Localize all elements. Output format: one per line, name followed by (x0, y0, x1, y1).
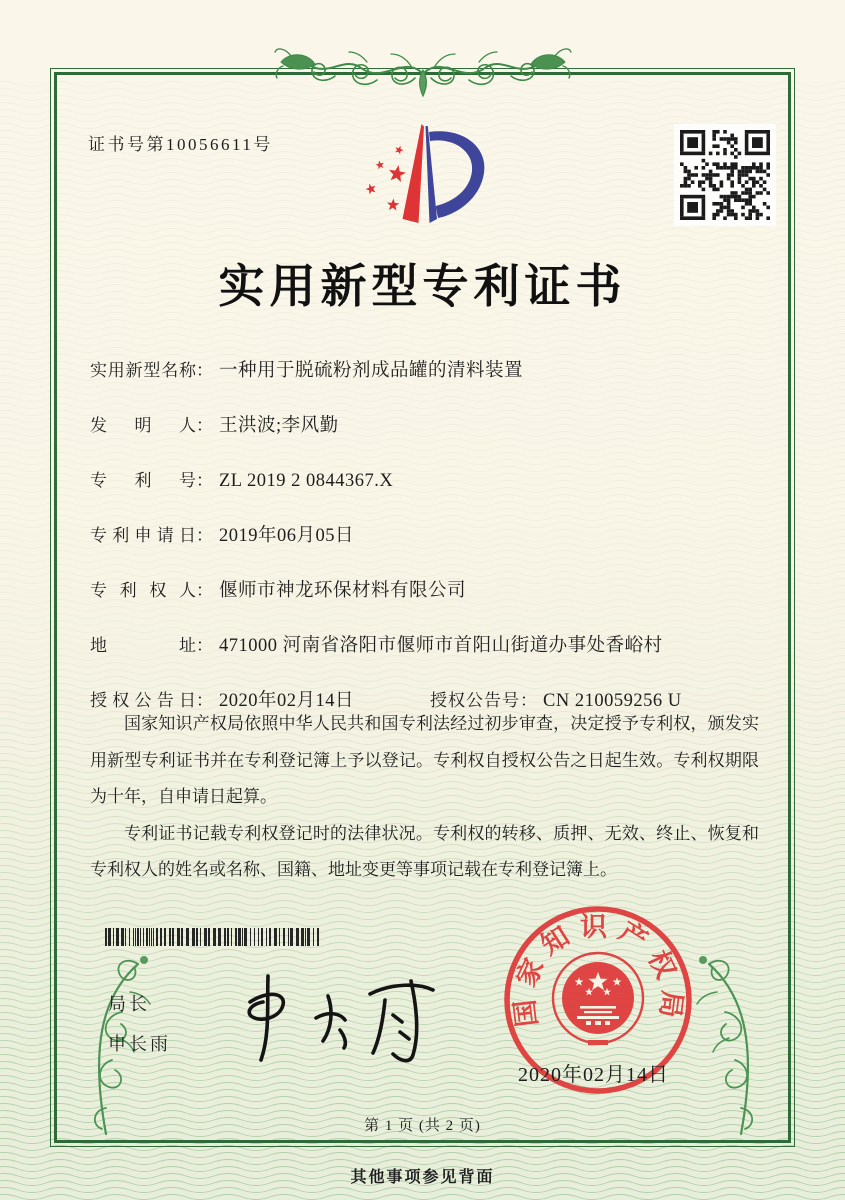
field-row-patentee (90, 576, 790, 602)
field-label: 授权公告号 (430, 691, 520, 710)
director-title: 局长 (108, 994, 150, 1014)
cnipa-logo-icon (336, 118, 501, 236)
back-side-note: 其他事项参见背面 (350, 1169, 495, 1186)
field-value: 一种用于脱硫粉剂成品罐的清料装置 (219, 361, 524, 381)
field-colon: ： (196, 361, 213, 380)
field-label: 实用新型名称 (90, 361, 196, 380)
field-label: 地址 (90, 636, 196, 655)
field-row-inventor (90, 411, 790, 437)
dragon-flourish-ornament-icon (273, 36, 573, 100)
legal-paragraph-grant: 国家知识产权局依照中华人民共和国专利法经过初步审查，决定授予专利权，颁发实用新型专利证书并在专利登记簿上予以登记。专利权自授权公告之日起生效。专利权期限为十年，自申请日起算。 (90, 714, 759, 807)
field-value: 偃师市神龙环保材料有限公司 (219, 581, 467, 601)
field-value: 2019年06月05日 (219, 526, 355, 546)
svg-text:国家知识产权局: 国家知识产权局 (508, 911, 688, 1029)
director-name: 申长雨 (108, 1034, 171, 1054)
field-value: 2020年02月14日 (219, 691, 355, 711)
field-row-patent-no (90, 466, 790, 492)
field-row-filing-date (90, 521, 790, 547)
field-label: 专利权人 (90, 581, 196, 600)
field-label: 专利号 (90, 471, 196, 490)
field-colon: ： (520, 691, 537, 710)
field-label: 授权公告日 (90, 691, 196, 710)
field-row-name (90, 356, 790, 382)
legal-text (90, 706, 759, 889)
field-value: CN 210059256 U (543, 691, 682, 711)
page-number: 第 1 页 (共 2 页) (364, 1118, 481, 1134)
field-value: 王洪波;李风勤 (219, 416, 339, 436)
field-value: 471000 河南省洛阳市偃师市首阳山街道办事处香峪村 (219, 636, 663, 656)
field-colon: ： (196, 691, 213, 710)
field-label: 发明人 (90, 416, 196, 435)
certificate-number: 证书号第10056611号 (88, 135, 273, 154)
legal-paragraph-register: 专利证书记载专利权登记时的法律状况。专利权的转移、质押、无效、终止、恢复和专利权人的姓名或名称、国籍、地址变更等事项记载在专利登记簿上。 (90, 823, 759, 880)
field-value: ZL 2019 2 0844367.X (219, 471, 394, 491)
field-row-address (90, 631, 790, 657)
field-list (90, 356, 790, 712)
certificate-title: 实用新型专利证书 (218, 261, 627, 312)
field-colon: ： (196, 526, 213, 545)
field-colon: ： (196, 471, 213, 490)
field-colon: ： (196, 581, 213, 600)
qr-code-icon (677, 127, 773, 223)
field-colon: ： (196, 636, 213, 655)
national-emblem-icon (553, 953, 643, 1045)
seal-issue-date: 2020年02月14日 (518, 1064, 669, 1086)
director-block (108, 990, 171, 1070)
field-colon: ： (196, 416, 213, 435)
barcode-icon (105, 928, 323, 946)
field-label: 专利申请日 (90, 526, 196, 545)
director-signature-icon (232, 960, 447, 1068)
